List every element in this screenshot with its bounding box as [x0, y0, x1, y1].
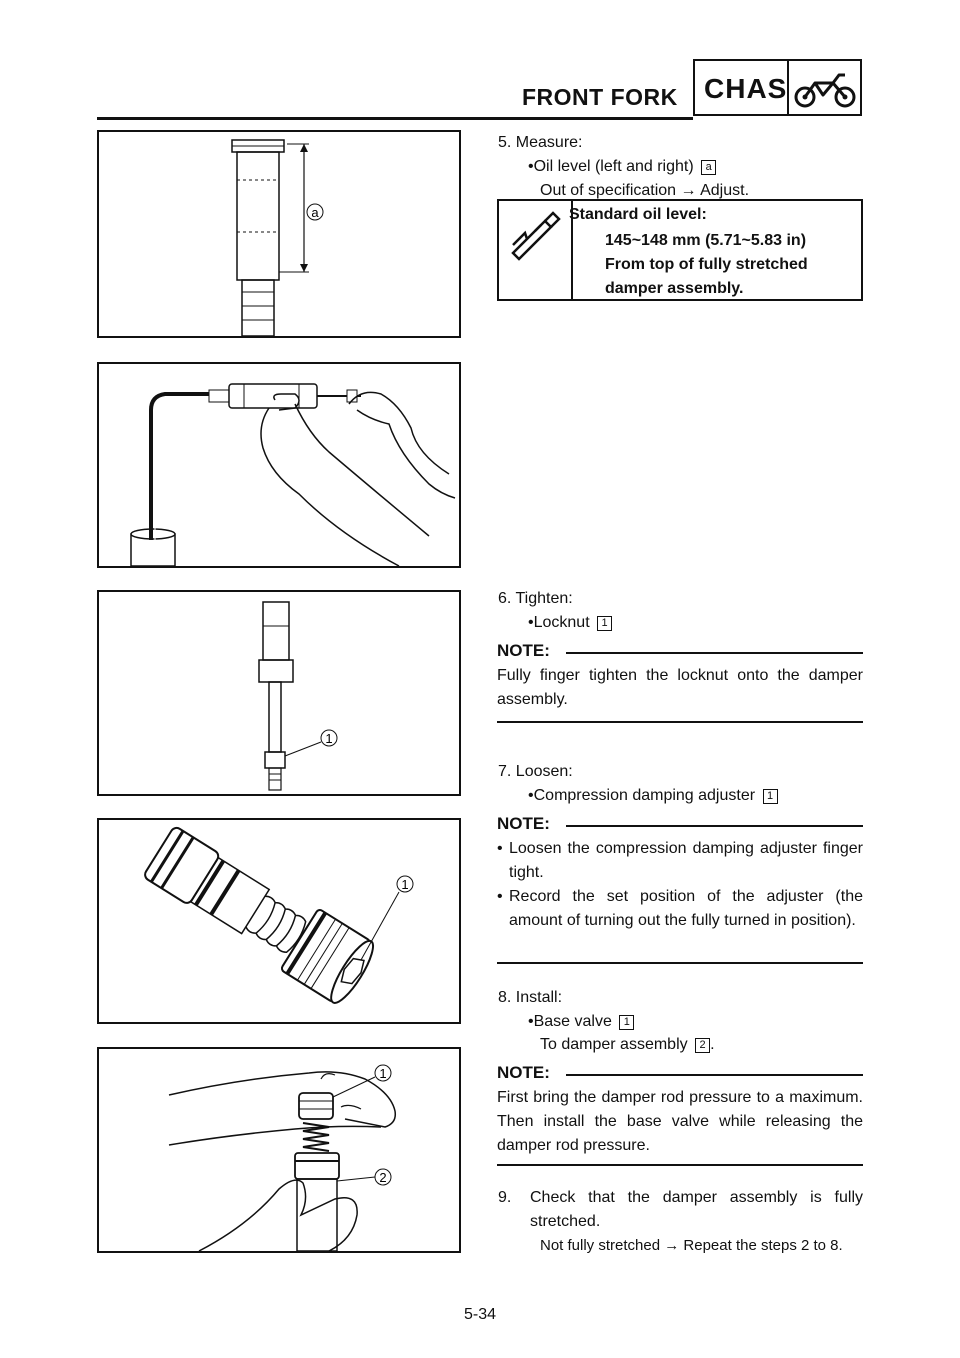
step7-note-end-rule: [497, 962, 863, 964]
step5-item: •Oil level (left and right) a: [528, 155, 716, 179]
step6-item: •Locknut 1: [528, 611, 612, 635]
step9-detail-text: Not fully stretched: [540, 1237, 661, 1254]
fig1-callout: a: [311, 205, 319, 220]
spec-line3: damper assembly.: [605, 280, 744, 297]
caliper-icon: [505, 209, 565, 269]
fig5-callout-1: 1: [379, 1066, 387, 1081]
step7-item-ref: 1: [763, 789, 778, 804]
step8-item-text: Base valve: [533, 1013, 612, 1030]
step6-note-line: [566, 652, 863, 654]
step7-note-bullet2: • Record the set position of the adjuster (the amount of turning out the fully turned in position).: [497, 885, 863, 933]
step7-label: 7. Loosen:: [498, 763, 573, 780]
step9-num: 9.: [498, 1189, 512, 1206]
step8-detail: To damper assembly 2 .: [540, 1036, 715, 1053]
step5-item-text: Oil level (left and right): [533, 158, 694, 175]
page-title: FRONT FORK: [522, 84, 678, 110]
step6-note-end-rule: [497, 721, 863, 723]
step7-note-bullet1-text: Loosen the compression damping adjuster finger tight.: [509, 840, 863, 881]
step8-note-text: First bring the damper rod pressure to a maximum. Then install the base valve while releasing the damper rod pressure.: [497, 1089, 863, 1154]
arrow-right-icon: →: [680, 182, 697, 199]
step5-detail-text: Out of specification: [540, 182, 677, 199]
figure-oil-level: [97, 130, 461, 338]
step8-note-end-rule: [497, 1164, 863, 1166]
fig4-callout: 1: [401, 877, 409, 892]
step6-item-ref: 1: [597, 616, 612, 631]
step9-label: Check that the damper assembly is fully stretched.: [530, 1189, 863, 1230]
figure-oil-gauge: [97, 362, 461, 568]
step6-item-text: Locknut: [533, 614, 590, 631]
step7-note-label: NOTE:: [497, 814, 550, 833]
step8-note-label: NOTE:: [497, 1063, 550, 1082]
section-code: CHAS: [704, 73, 788, 104]
step7-item: •Compression damping adjuster 1: [528, 784, 778, 808]
step8-item-ref: 1: [619, 1015, 634, 1030]
step7-note-bullet1: • Loosen the compression damping adjuster finger tight.: [497, 837, 863, 885]
figure-locknut: [97, 590, 461, 796]
step8-item: •Base valve 1: [528, 1010, 634, 1034]
fig5-callout-2: 2: [379, 1170, 387, 1185]
step8-detail-ref: 2: [695, 1038, 710, 1053]
step8-note-line: [566, 1074, 863, 1076]
step7-note-line: [566, 825, 863, 827]
motorcycle-icon: [793, 67, 857, 111]
step9-detail-action: Repeat the steps 2 to 8.: [683, 1237, 843, 1254]
step5-label: 5. Measure:: [498, 134, 583, 151]
figure-base-valve: [97, 1047, 461, 1253]
step7-item-text: Compression damping adjuster: [533, 787, 756, 804]
step6-note-label: NOTE:: [497, 641, 550, 660]
step6-note-text: Fully finger tighten the locknut onto the damper assembly.: [497, 667, 863, 708]
fig3-callout: 1: [325, 731, 333, 746]
step8-label: 8. Install:: [498, 989, 563, 1006]
step6-label: 6. Tighten:: [498, 590, 573, 607]
header-rule: [97, 117, 693, 120]
step7-note-bullet2-text: Record the set position of the adjuster (the amount of turning out the fully turned in position).: [509, 888, 863, 929]
figure-compression-adjuster: [97, 818, 461, 1024]
step5-detail-action: Adjust.: [700, 182, 750, 199]
spec-box: [497, 199, 863, 301]
step8-detail-text: To damper assembly: [540, 1036, 688, 1053]
spec-title: Standard oil level:: [569, 206, 707, 223]
page-number: 5-34: [463, 1306, 497, 1323]
section-badge-divider: [787, 61, 789, 114]
step9-detail: [540, 1235, 843, 1257]
spec-line1: 145~148 mm (5.71~5.83 in): [605, 232, 807, 249]
arrow-right-icon: →: [664, 1237, 680, 1254]
step5-item-ref: a: [701, 160, 716, 175]
section-badge: [693, 59, 862, 116]
spec-line2: From top of fully stretched: [605, 256, 808, 273]
